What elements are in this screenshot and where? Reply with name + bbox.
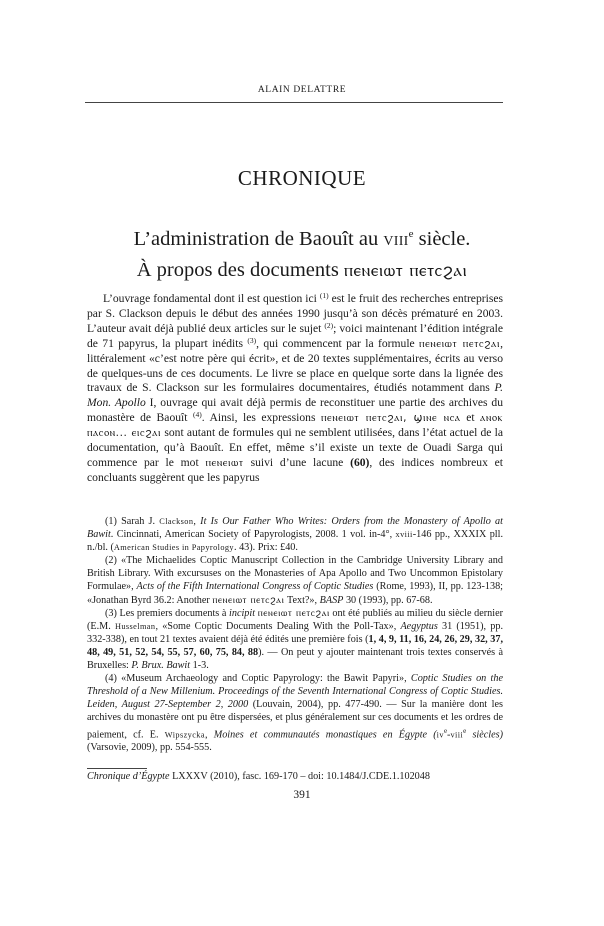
- footnote-3: (3) Les premiers documents à incipit ⲡⲉⲛⲉⲓⲱⲧ ⲡⲉⲧⲥϩⲁⲓ ont été publiés au milieu du siècle dernier (E.M. Husselman, «Some Coptic Documents Dealing With the Poll-Tax», Aegyptus 31 (1951), pp. 332-338), en tout 21 textes avaient déjà été édités une première fois (1, 4, 9, 11, 16, 24, 26, 29, 32, 37, 48, 49, 51, 52, 54, 55, 57, 60, 75, 84, 88). — On peut y ajouter maintenant trois textes conservés à Bruxelles: P. Brux. Bawit 1-3.: [87, 607, 504, 672]
- footnote-ref-2[interactable]: (2): [324, 320, 334, 330]
- footnote-4: (4) «Museum Archaeology and Coptic Papyrology: the Bawit Papyri», Coptic Studies on the Threshold of a New Millenium. Proceedings of the Seventh International Congress of Coptic Studies. Leiden, August 27-September 2, 2000 (Louvain, 2004), pp. 477-490. — Sur la manière dont les archives du monastère ont pu être dispersées, et plus généralement sur ces documents et les ordres de paiement, cf. E. Wipszycka, Moines et communautés monastiques en Égypte ($iv^e-viii^e$ siècles) (Varsovie, 2009), pp. 554-555.: [87, 673, 504, 753]
- coptic-phrase: ⲡⲉⲛⲉⲓⲱⲧ ⲡⲉⲧⲥϩⲁⲓ: [419, 337, 501, 350]
- document-number-list: 1, 4, 9, 11, 16, 24, 26, 29, 32, 37, 48, 49, 51, 52, 54, 55, 57, 60, 75, 84, 88: [87, 633, 503, 658]
- coptic-phrase: ⲡⲉⲛⲉⲓⲱⲧ ⲡⲉⲧⲥϩⲁⲓ: [212, 594, 285, 606]
- footer-rule: [87, 768, 147, 769]
- coptic-phrase: ⲡⲉⲛⲉⲓⲱⲧ: [205, 456, 244, 469]
- footnotes: [87, 515, 503, 754]
- chapter-title: CHRONIQUE: [237, 166, 367, 190]
- header-rule: [85, 102, 503, 103]
- coptic-phrase: ⲡⲉⲛⲉⲓⲱⲧ ⲡⲉⲧⲥϩⲁⲓ: [343, 261, 468, 281]
- italic-ref: P. Mon. Apollo: [87, 381, 503, 410]
- coptic-phrase: ⲁⲛⲟⲕ ⲡⲁⲥⲟⲛ... ⲉⲓⲥϩⲁⲓ: [87, 412, 503, 440]
- footnote-ref-4[interactable]: (4): [192, 410, 202, 420]
- document-number: (60): [350, 455, 370, 469]
- article-title: [0, 225, 604, 286]
- journal-citation: Chronique d’Égypte LXXXV (2010), fasc. 169-170 – doi: 10.1484/J.CDE.1.102048: [87, 771, 430, 782]
- footnote-1: (1) Sarah J. Clackson, It Is Our Father Who Writes: Orders from the Monastery of Apollo at Bawit. Cincinnati, American Society of Papyrologists, 2008. 1 vol. in-4°, xviii-146 pp., XXXIX pll. n./bl. (American Studies in Papyrology. 43). Prix: £40.: [87, 516, 504, 554]
- running-head: ALAIN DELATTRE: [257, 85, 347, 95]
- footnote-ref-3[interactable]: (3): [247, 335, 257, 345]
- body-paragraph: L’ouvrage fondamental dont il est question ici $^{(1)}$ est le fruit des recherches entreprises par S. Clackson depuis le début des années 1990 jusqu’à son décès prématuré en 2003. L’auteur avait déjà publié deux articles sur le sujet $^{(2)}$; voici maintenant l’édition intégrale de 71 papyrus, la plupart inédits $^{(3)}$, qui commencent par la formule ⲡⲉⲛⲉⲓⲱⲧ ⲡⲉⲧⲥϩⲁⲓ, littéralement «c’est notre père qui écrit», et de 20 textes supplémentaires, écrits au verso de quelques-uns de ces documents. Le livre se place en quelque sorte dans la lignée des travaux de S. Clackson sur les formulaires documentaires, étudiés notamment dans P. Mon. Apollo I, ouvrage qui avait déjà permis de reconstituer une partie des archives du monastère de Baouît $^{(4)}$. Ainsi, les expressions ⲡⲉⲛⲉⲓⲱⲧ ⲡⲉⲧⲥϩⲁⲓ, ϣⲓⲛⲉ ⲛⲥⲁ et ⲁⲛⲟⲕ ⲡⲁⲥⲟⲛ... ⲉⲓⲥϩⲁⲓ sont autant de formules qui ne semblent utilisées, dans l’état actuel de la documentation, qu’à Baouît. En effet, même s’il existe un texte de Ouadi Sarga qui commence par le mot ⲡⲉⲛⲉⲓⲱⲧ suivi d’une lacune (60), des indices nombreux et concluants suggèrent que les papyrus: [87, 291, 504, 484]
- footnote-2: (2) «The Michaelides Coptic Manuscript Collection in the Cambridge University Library and British Library. With excursuses on the Monasteries of Apa Apollo and Two Uncommon Epistolary Formulae», Acts of the Fifth International Congress of Coptic Studies (Rome, 1993), II, pp. 123-138; «Jonathan Byrd 36.2: Another ⲡⲉⲛⲉⲓⲱⲧ ⲡⲉⲧⲥϩⲁⲓ Text?», BASP 30 (1993), pp. 67-68.: [87, 555, 503, 606]
- coptic-phrase: ⲡⲉⲛⲉⲓⲱⲧ ⲡⲉⲧⲥϩⲁⲓ, ϣⲓⲛⲉ ⲛⲥⲁ: [320, 412, 461, 425]
- article-title-line2: À propos des documents ⲡⲉⲛⲉⲓⲱⲧ ⲡⲉⲧⲥϩⲁⲓ: [136, 259, 468, 281]
- century-roman: VIII: [383, 234, 409, 249]
- coptic-phrase: ⲡⲉⲛⲉⲓⲱⲧ ⲡⲉⲧⲥϩⲁⲓ: [257, 607, 330, 619]
- footnote-ref-1[interactable]: (1): [319, 291, 329, 300]
- body-text: [87, 292, 503, 486]
- article-title-line1: L’administration de Baouît au VIIIe siècle.: [133, 228, 471, 250]
- page-number: 391: [293, 789, 311, 801]
